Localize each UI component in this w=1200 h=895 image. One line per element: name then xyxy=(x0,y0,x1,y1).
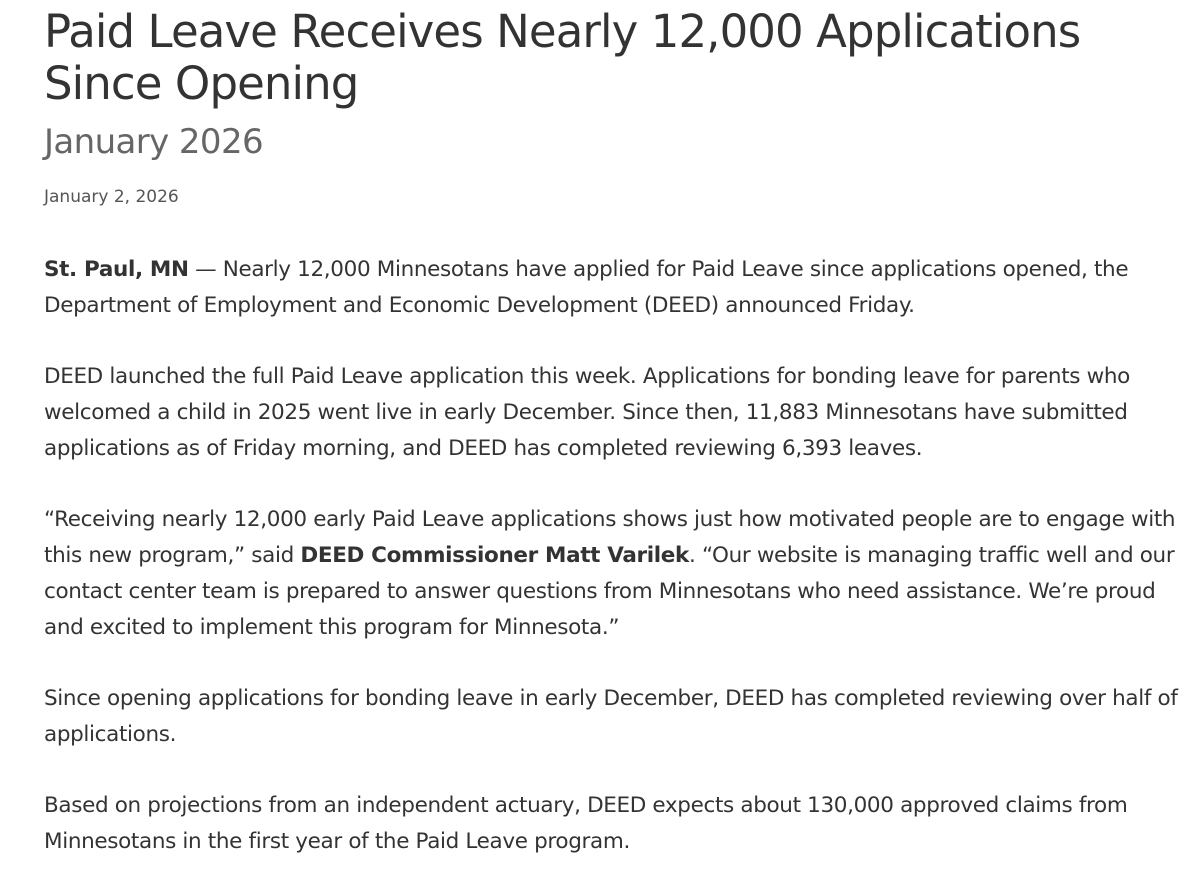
article-headline: Paid Leave Receives Nearly 12,000 Applications Since Opening xyxy=(44,5,1081,110)
paragraph-1 xyxy=(44,252,1194,324)
article-body xyxy=(44,252,1194,860)
quote-speaker: DEED Commissioner Matt Varilek xyxy=(300,543,689,568)
paragraph-3 xyxy=(44,502,1194,646)
paragraph-4: Since opening applications for bonding leave in early December, DEED has completed reviewing over half of applications. xyxy=(44,686,1178,747)
quote-start: “Receiving nearly 12,000 early Paid Leave applications shows just how motivated people are to engage with this new program,” said xyxy=(44,507,1176,568)
paragraph-1-text: — Nearly 12,000 Minnesotans have applied for Paid Leave since applications opened, the Department of Employment and Economic Development (DEED) announced Friday. xyxy=(44,257,1129,318)
paragraph-5: Based on projections from an independent actuary, DEED expects about 130,000 approved claims from Minnesotans in the first year of the Paid Leave program. xyxy=(44,793,1128,854)
article-subheading: January 2026 xyxy=(44,122,264,162)
publish-date: January 2, 2026 xyxy=(44,187,179,207)
quote-end: . “Our website is managing traffic well and our contact center team is prepared to answer questions from Minnesotans who need assistance. We’re proud and excited to implement this program for Minnesota.” xyxy=(44,543,1175,640)
paragraph-2: DEED launched the full Paid Leave application this week. Applications for bonding leave for parents who welcomed a child in 2025 went live in early December. Since then, 11,883 Minnesotans have submitted applications as of Friday morning, and DEED has completed reviewing 6,393 leaves. xyxy=(44,364,1130,461)
article xyxy=(44,6,1194,895)
dateline-location: St. Paul, MN xyxy=(44,257,189,282)
